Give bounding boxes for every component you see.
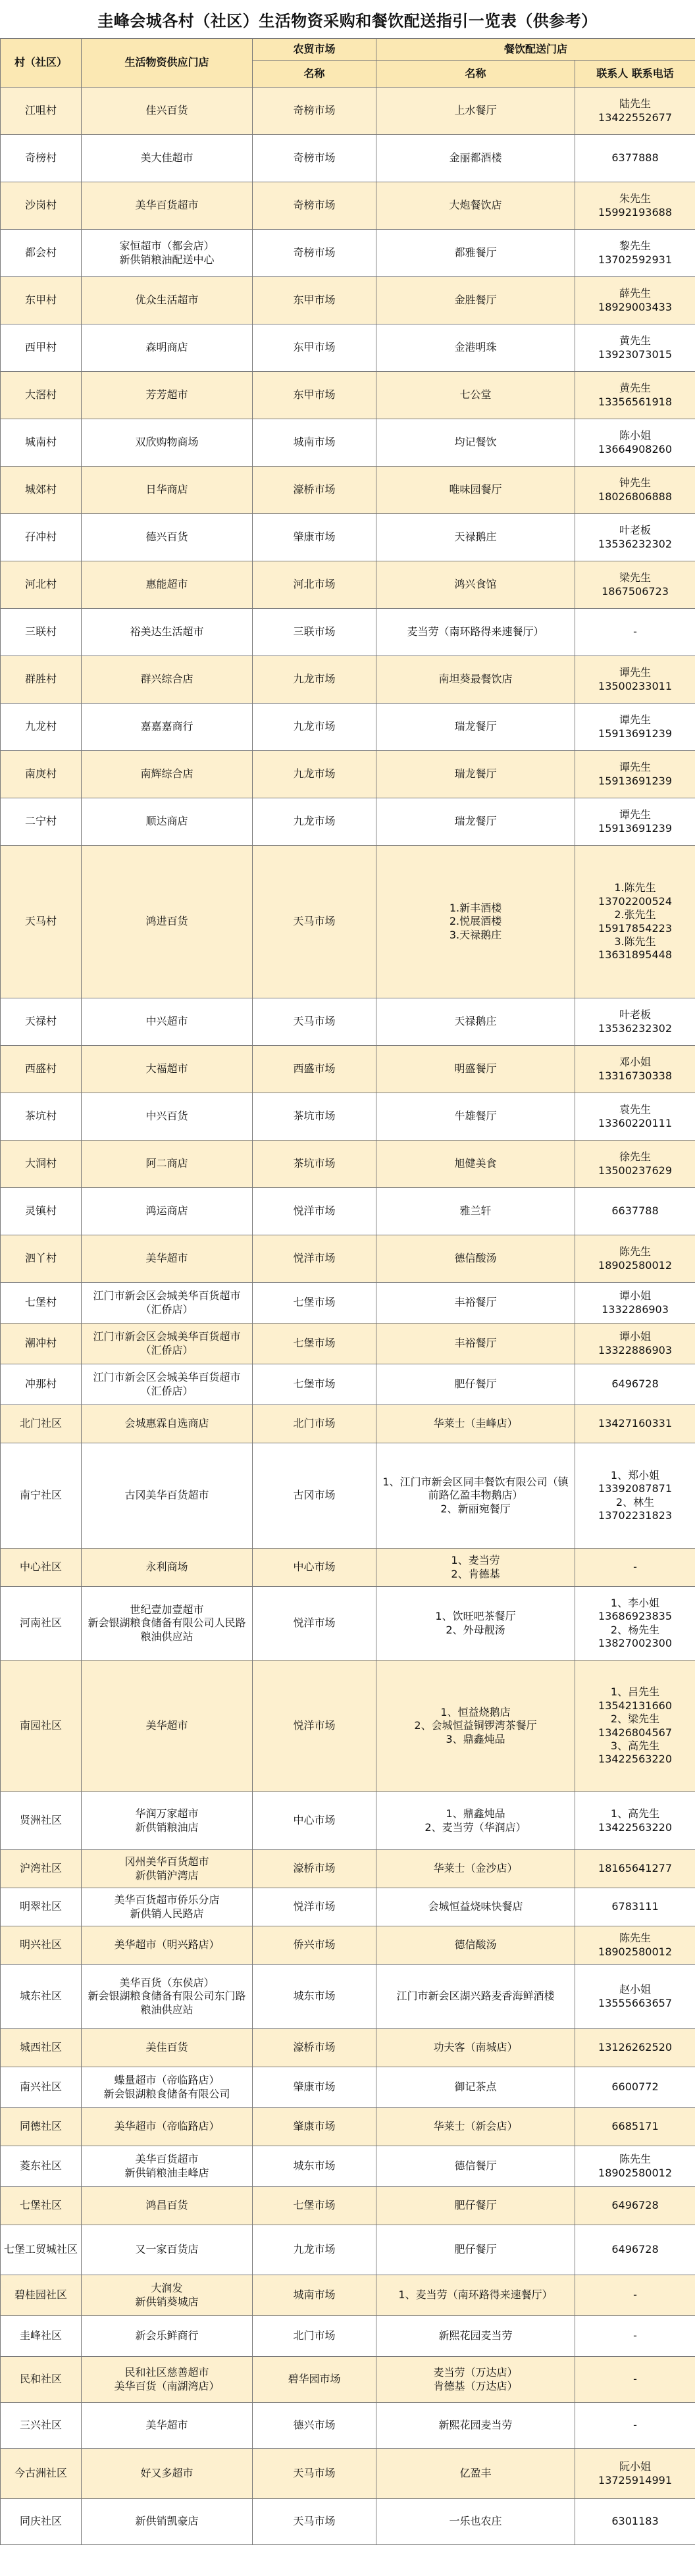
delivery-cell: 七公堂 bbox=[376, 372, 575, 419]
store-cell: 大福超市 bbox=[82, 1046, 253, 1093]
table-row bbox=[1, 1888, 695, 1926]
delivery-cell: 德信酸汤 bbox=[376, 1235, 575, 1283]
village-cell: 天马村 bbox=[1, 846, 82, 998]
village-cell: 中心社区 bbox=[1, 1549, 82, 1587]
market-cell: 古冈市场 bbox=[253, 1443, 376, 1549]
contact-cell: 叶老板 13536232302 bbox=[575, 514, 695, 561]
contact-cell: 钟先生 18026806888 bbox=[575, 467, 695, 514]
store-cell: 永利商场 bbox=[82, 1549, 253, 1587]
table-row bbox=[1, 846, 695, 998]
delivery-cell: 旭健美食 bbox=[376, 1141, 575, 1188]
contact-cell: 黄先生 13923073015 bbox=[575, 324, 695, 372]
store-cell: 民和社区慈善超市 美华百货（南湖湾店） bbox=[82, 2357, 253, 2403]
contact-cell: 1、李小姐 13686923835 2、杨先生 13827002300 bbox=[575, 1587, 695, 1661]
contact-cell: 谭小姐 13322886903 bbox=[575, 1324, 695, 1364]
store-cell: 优众生活超市 bbox=[82, 277, 253, 324]
table-row bbox=[1, 467, 695, 514]
delivery-cell: 亿盈丰 bbox=[376, 2449, 575, 2499]
store-cell: 中兴超市 bbox=[82, 998, 253, 1046]
delivery-cell: 鸿兴食馆 bbox=[376, 561, 575, 609]
contact-cell: 陈小姐 13664908260 bbox=[575, 419, 695, 467]
table-row bbox=[1, 1443, 695, 1549]
delivery-cell: 上水餐厅 bbox=[376, 88, 575, 135]
delivery-cell: 都雅餐厅 bbox=[376, 230, 575, 277]
market-cell: 城南市场 bbox=[253, 419, 376, 467]
contact-cell: 陈先生 18902580012 bbox=[575, 1926, 695, 1965]
table-row bbox=[1, 2225, 695, 2275]
store-cell: 美华超市（帝临路店） bbox=[82, 2108, 253, 2146]
market-cell: 悦洋市场 bbox=[253, 1661, 376, 1792]
table-row bbox=[1, 2146, 695, 2187]
table-row bbox=[1, 1549, 695, 1587]
store-cell: 顺达商店 bbox=[82, 798, 253, 846]
village-cell: 大洞村 bbox=[1, 1141, 82, 1188]
table-row bbox=[1, 1587, 695, 1661]
market-cell: 七堡市场 bbox=[253, 1324, 376, 1364]
village-cell: 贤洲社区 bbox=[1, 1792, 82, 1850]
guide-table bbox=[0, 38, 695, 2545]
contact-cell: 6600772 bbox=[575, 2067, 695, 2108]
store-cell: 江门市新会区会城美华百货超市（汇侨店） bbox=[82, 1324, 253, 1364]
market-cell: 茶坑市场 bbox=[253, 1093, 376, 1141]
market-cell: 濠桥市场 bbox=[253, 2029, 376, 2067]
village-cell: 茶坑村 bbox=[1, 1093, 82, 1141]
store-cell: 惠能超市 bbox=[82, 561, 253, 609]
contact-cell: 6685171 bbox=[575, 2108, 695, 2146]
table-row bbox=[1, 2316, 695, 2357]
market-cell: 七堡市场 bbox=[253, 1364, 376, 1405]
market-cell: 九龙市场 bbox=[253, 656, 376, 704]
store-cell: 江门市新会区会城美华百货超市（汇侨店） bbox=[82, 1364, 253, 1405]
village-cell: 城西社区 bbox=[1, 2029, 82, 2067]
delivery-cell: 肥仔餐厅 bbox=[376, 2187, 575, 2225]
table-row bbox=[1, 2357, 695, 2403]
market-cell: 悦洋市场 bbox=[253, 1587, 376, 1661]
table-row bbox=[1, 998, 695, 1046]
contact-cell: 朱先生 15992193688 bbox=[575, 182, 695, 230]
contact-cell: 黎先生 13702592931 bbox=[575, 230, 695, 277]
market-cell: 城南市场 bbox=[253, 2275, 376, 2316]
village-cell: 潮冲村 bbox=[1, 1324, 82, 1364]
delivery-cell: 新熙花园麦当劳 bbox=[376, 2316, 575, 2357]
store-cell: 中兴百货 bbox=[82, 1093, 253, 1141]
village-cell: 二宁村 bbox=[1, 798, 82, 846]
contact-cell: - bbox=[575, 2316, 695, 2357]
delivery-cell: 功夫客（南城店） bbox=[376, 2029, 575, 2067]
table-row bbox=[1, 324, 695, 372]
market-cell: 悦洋市场 bbox=[253, 1235, 376, 1283]
store-cell: 佳兴百货 bbox=[82, 88, 253, 135]
store-cell: 家恒超市（都会店） 新供销粮油配送中心 bbox=[82, 230, 253, 277]
store-cell: 美华百货（东侯店） 新会银湖粮食储备有限公司东门路粮油供应站 bbox=[82, 1965, 253, 2029]
contact-cell: 1、高先生 13422563220 bbox=[575, 1792, 695, 1850]
market-cell: 北门市场 bbox=[253, 2316, 376, 2357]
delivery-cell: 新熙花园麦当劳 bbox=[376, 2403, 575, 2449]
store-cell: 江门市新会区会城美华百货超市（汇侨店） bbox=[82, 1283, 253, 1324]
table-row bbox=[1, 2108, 695, 2146]
market-cell: 德兴市场 bbox=[253, 2403, 376, 2449]
market-cell: 城东市场 bbox=[253, 1965, 376, 2029]
table-row bbox=[1, 751, 695, 798]
village-cell: 同德社区 bbox=[1, 2108, 82, 2146]
village-cell: 沙岗村 bbox=[1, 182, 82, 230]
contact-cell: 陈先生 18902580012 bbox=[575, 1235, 695, 1283]
contact-cell: 1、吕先生 13542131660 2、梁先生 13426804567 3、高先生 13422563220 bbox=[575, 1661, 695, 1792]
delivery-cell: 华莱士（新会店） bbox=[376, 2108, 575, 2146]
store-cell: 美华超市 bbox=[82, 2403, 253, 2449]
contact-cell: 6637788 bbox=[575, 1188, 695, 1235]
market-cell: 河北市场 bbox=[253, 561, 376, 609]
contact-cell: - bbox=[575, 609, 695, 656]
village-cell: 北门社区 bbox=[1, 1405, 82, 1443]
contact-cell: 13126262520 bbox=[575, 2029, 695, 2067]
contact-cell: 邓小姐 13316730338 bbox=[575, 1046, 695, 1093]
delivery-cell: 华莱士（圭峰店） bbox=[376, 1405, 575, 1443]
table-row bbox=[1, 88, 695, 135]
market-cell: 肇康市场 bbox=[253, 2067, 376, 2108]
store-cell: 美华百货超市 bbox=[82, 182, 253, 230]
delivery-cell: 1、恒益烧鹅店 2、会城恒益铜锣湾茶餐厅 3、鼎鑫炖品 bbox=[376, 1661, 575, 1792]
delivery-cell: 1、江门市新会区同丰餐饮有限公司（镇前路亿盈丰物鹅店） 2、新丽宛餐厅 bbox=[376, 1443, 575, 1549]
market-cell: 七堡市场 bbox=[253, 1283, 376, 1324]
contact-cell: 阮小姐 13725914991 bbox=[575, 2449, 695, 2499]
contact-cell: 6301183 bbox=[575, 2499, 695, 2545]
village-cell: 东甲村 bbox=[1, 277, 82, 324]
table-row bbox=[1, 2067, 695, 2108]
store-cell: 世纪壹加壹超市 新会银湖粮食储备有限公司人民路粮油供应站 bbox=[82, 1587, 253, 1661]
contact-cell: 1、郑小姐 13392087871 2、林生 13702231823 bbox=[575, 1443, 695, 1549]
store-cell: 森明商店 bbox=[82, 324, 253, 372]
village-cell: 七堡村 bbox=[1, 1283, 82, 1324]
delivery-cell: 1、饮旺吧茶餐厅 2、外母靓汤 bbox=[376, 1587, 575, 1661]
village-cell: 民和社区 bbox=[1, 2357, 82, 2403]
table-row bbox=[1, 419, 695, 467]
store-cell: 德兴百货 bbox=[82, 514, 253, 561]
table-row bbox=[1, 1965, 695, 2029]
village-cell: 同庆社区 bbox=[1, 2499, 82, 2545]
table-row bbox=[1, 798, 695, 846]
village-cell: 明兴社区 bbox=[1, 1926, 82, 1965]
contact-cell: 13427160331 bbox=[575, 1405, 695, 1443]
header-delivery-group: 餐饮配送门店 bbox=[376, 39, 695, 61]
delivery-cell: 江门市新会区湖兴路麦香海鲜酒楼 bbox=[376, 1965, 575, 2029]
contact-cell: 梁先生 1867506723 bbox=[575, 561, 695, 609]
market-cell: 西盛市场 bbox=[253, 1046, 376, 1093]
market-cell: 奇榜市场 bbox=[253, 88, 376, 135]
table-row bbox=[1, 230, 695, 277]
village-cell: 碧桂园社区 bbox=[1, 2275, 82, 2316]
village-cell: 都会村 bbox=[1, 230, 82, 277]
contact-cell: 6377888 bbox=[575, 135, 695, 182]
header-supply-store: 生活物资供应门店 bbox=[82, 39, 253, 88]
table-row bbox=[1, 2499, 695, 2545]
delivery-cell: 麦当劳（南环路得来速餐厅） bbox=[376, 609, 575, 656]
delivery-cell: 南坦葵最餐饮店 bbox=[376, 656, 575, 704]
delivery-cell: 华莱士（金沙店） bbox=[376, 1850, 575, 1888]
delivery-cell: 雅兰轩 bbox=[376, 1188, 575, 1235]
table-row bbox=[1, 1093, 695, 1141]
contact-cell: 黄先生 13356561918 bbox=[575, 372, 695, 419]
delivery-cell: 金丽都酒楼 bbox=[376, 135, 575, 182]
market-cell: 东甲市场 bbox=[253, 277, 376, 324]
store-cell: 美华百货超市 新供销粮油圭峰店 bbox=[82, 2146, 253, 2187]
store-cell: 美佳百货 bbox=[82, 2029, 253, 2067]
market-cell: 九龙市场 bbox=[253, 751, 376, 798]
delivery-cell: 丰裕餐厅 bbox=[376, 1324, 575, 1364]
delivery-cell: 瑞龙餐厅 bbox=[376, 751, 575, 798]
store-cell: 好又多超市 bbox=[82, 2449, 253, 2499]
store-cell: 裕美达生活超市 bbox=[82, 609, 253, 656]
delivery-cell: 大炮餐饮店 bbox=[376, 182, 575, 230]
store-cell: 又一家百货店 bbox=[82, 2225, 253, 2275]
delivery-cell: 德信酸汤 bbox=[376, 1926, 575, 1965]
market-cell: 悦洋市场 bbox=[253, 1888, 376, 1926]
table-row bbox=[1, 135, 695, 182]
table-row bbox=[1, 656, 695, 704]
contact-cell: - bbox=[575, 2275, 695, 2316]
delivery-cell: 德信餐厅 bbox=[376, 2146, 575, 2187]
contact-cell: 18165641277 bbox=[575, 1850, 695, 1888]
village-cell: 三联村 bbox=[1, 609, 82, 656]
market-cell: 九龙市场 bbox=[253, 2225, 376, 2275]
delivery-cell: 金港明珠 bbox=[376, 324, 575, 372]
market-cell: 肇康市场 bbox=[253, 514, 376, 561]
contact-cell: - bbox=[575, 2357, 695, 2403]
market-cell: 东甲市场 bbox=[253, 372, 376, 419]
delivery-cell: 瑞龙餐厅 bbox=[376, 704, 575, 751]
market-cell: 悦洋市场 bbox=[253, 1188, 376, 1235]
market-cell: 肇康市场 bbox=[253, 2108, 376, 2146]
market-cell: 濠桥市场 bbox=[253, 1850, 376, 1888]
village-cell: 南园社区 bbox=[1, 1661, 82, 1792]
market-cell: 茶坑市场 bbox=[253, 1141, 376, 1188]
village-cell: 七堡工贸城社区 bbox=[1, 2225, 82, 2275]
market-cell: 天马市场 bbox=[253, 2499, 376, 2545]
contact-cell: 袁先生 13360220111 bbox=[575, 1093, 695, 1141]
village-cell: 南兴社区 bbox=[1, 2067, 82, 2108]
delivery-cell: 1、麦当劳 2、肯德基 bbox=[376, 1549, 575, 1587]
village-cell: 圭峰社区 bbox=[1, 2316, 82, 2357]
delivery-cell: 天禄鹅庄 bbox=[376, 514, 575, 561]
delivery-cell: 御记茶点 bbox=[376, 2067, 575, 2108]
market-cell: 东甲市场 bbox=[253, 324, 376, 372]
table-row bbox=[1, 2029, 695, 2067]
delivery-cell: 金胜餐厅 bbox=[376, 277, 575, 324]
market-cell: 濠桥市场 bbox=[253, 467, 376, 514]
table-row bbox=[1, 1141, 695, 1188]
table-row bbox=[1, 2275, 695, 2316]
table-row bbox=[1, 1364, 695, 1405]
contact-cell: 谭先生 15913691239 bbox=[575, 704, 695, 751]
contact-cell: - bbox=[575, 1549, 695, 1587]
page-title: 圭峰会城各村（社区）生活物资采购和餐饮配送指引一览表（供参考） bbox=[97, 11, 598, 30]
village-cell: 江咀村 bbox=[1, 88, 82, 135]
village-cell: 南宁社区 bbox=[1, 1443, 82, 1549]
delivery-cell: 瑞龙餐厅 bbox=[376, 798, 575, 846]
village-cell: 孖冲村 bbox=[1, 514, 82, 561]
delivery-cell: 1、鼎鑫炖品 2、麦当劳（华润店） bbox=[376, 1792, 575, 1850]
contact-cell: 谭先生 15913691239 bbox=[575, 798, 695, 846]
village-cell: 沪湾社区 bbox=[1, 1850, 82, 1888]
village-cell: 今古洲社区 bbox=[1, 2449, 82, 2499]
header-market-group: 农贸市场 bbox=[253, 39, 376, 61]
table-row bbox=[1, 704, 695, 751]
store-cell: 鸿进百货 bbox=[82, 846, 253, 998]
store-cell: 蝶量超市（帝临路店） 新会银湖粮食储备有限公司 bbox=[82, 2067, 253, 2108]
village-cell: 河南社区 bbox=[1, 1587, 82, 1661]
market-cell: 北门市场 bbox=[253, 1405, 376, 1443]
store-cell: 华润万家超市 新供销粮油店 bbox=[82, 1792, 253, 1850]
village-cell: 泗丫村 bbox=[1, 1235, 82, 1283]
contact-cell: 1.陈先生 13702200524 2.张先生 15917854223 3.陈先生 13631895448 bbox=[575, 846, 695, 998]
store-cell: 冈州美华百货超市 新供销沪湾店 bbox=[82, 1850, 253, 1888]
contact-cell: 叶老板 13536232302 bbox=[575, 998, 695, 1046]
table-row bbox=[1, 2449, 695, 2499]
table-row bbox=[1, 1046, 695, 1093]
delivery-cell: 会城恒益烧味快餐店 bbox=[376, 1888, 575, 1926]
table-row bbox=[1, 1324, 695, 1364]
header-delivery-name: 名称 bbox=[376, 61, 575, 88]
store-cell: 鸿运商店 bbox=[82, 1188, 253, 1235]
contact-cell: 陈先生 18902580012 bbox=[575, 2146, 695, 2187]
village-cell: 河北村 bbox=[1, 561, 82, 609]
store-cell: 新会乐鲜商行 bbox=[82, 2316, 253, 2357]
contact-cell: 陆先生 13422552677 bbox=[575, 88, 695, 135]
market-cell: 奇榜市场 bbox=[253, 182, 376, 230]
store-cell: 嘉嘉嘉商行 bbox=[82, 704, 253, 751]
table-row bbox=[1, 277, 695, 324]
store-cell: 芳芳超市 bbox=[82, 372, 253, 419]
village-cell: 九龙村 bbox=[1, 704, 82, 751]
village-cell: 灵镇村 bbox=[1, 1188, 82, 1235]
delivery-cell: 明盛餐厅 bbox=[376, 1046, 575, 1093]
market-cell: 九龙市场 bbox=[253, 704, 376, 751]
market-cell: 侨兴市场 bbox=[253, 1926, 376, 1965]
header-contact: 联系人 联系电话 bbox=[575, 61, 695, 88]
table-row bbox=[1, 372, 695, 419]
market-cell: 九龙市场 bbox=[253, 798, 376, 846]
village-cell: 城东社区 bbox=[1, 1965, 82, 2029]
market-cell: 碧华园市场 bbox=[253, 2357, 376, 2403]
market-cell: 中心市场 bbox=[253, 1549, 376, 1587]
contact-cell: 6783111 bbox=[575, 1888, 695, 1926]
village-cell: 菱东社区 bbox=[1, 2146, 82, 2187]
market-cell: 城东市场 bbox=[253, 2146, 376, 2187]
store-cell: 古冈美华百货超市 bbox=[82, 1443, 253, 1549]
contact-cell: 薛先生 18929003433 bbox=[575, 277, 695, 324]
header-village: 村（社区） bbox=[1, 39, 82, 88]
store-cell: 美华百货超市侨乐分店 新供销人民路店 bbox=[82, 1888, 253, 1926]
table-row bbox=[1, 182, 695, 230]
market-cell: 天马市场 bbox=[253, 846, 376, 998]
table-row bbox=[1, 561, 695, 609]
market-cell: 三联市场 bbox=[253, 609, 376, 656]
store-cell: 美华超市 bbox=[82, 1235, 253, 1283]
village-cell: 群胜村 bbox=[1, 656, 82, 704]
delivery-cell: 麦当劳（万达店） 肯德基（万达店） bbox=[376, 2357, 575, 2403]
table-row bbox=[1, 1661, 695, 1792]
contact-cell: 谭先生 13500233011 bbox=[575, 656, 695, 704]
market-cell: 天马市场 bbox=[253, 2449, 376, 2499]
contact-cell: 6496728 bbox=[575, 2225, 695, 2275]
table-row bbox=[1, 2187, 695, 2225]
table-row bbox=[1, 1283, 695, 1324]
store-cell: 美大佳超市 bbox=[82, 135, 253, 182]
store-cell: 会城惠霖自选商店 bbox=[82, 1405, 253, 1443]
store-cell: 美华超市（明兴路店） bbox=[82, 1926, 253, 1965]
market-cell: 奇榜市场 bbox=[253, 230, 376, 277]
delivery-cell: 肥仔餐厅 bbox=[376, 2225, 575, 2275]
village-cell: 天禄村 bbox=[1, 998, 82, 1046]
store-cell: 鸿昌百货 bbox=[82, 2187, 253, 2225]
market-cell: 天马市场 bbox=[253, 998, 376, 1046]
table-row bbox=[1, 1926, 695, 1965]
store-cell: 大润发 新供销葵城店 bbox=[82, 2275, 253, 2316]
contact-cell: 6496728 bbox=[575, 1364, 695, 1405]
store-cell: 阿二商店 bbox=[82, 1141, 253, 1188]
table-row bbox=[1, 1188, 695, 1235]
village-cell: 西盛村 bbox=[1, 1046, 82, 1093]
store-cell: 美华超市 bbox=[82, 1661, 253, 1792]
delivery-cell: 天禄鹅庄 bbox=[376, 998, 575, 1046]
contact-cell: 谭先生 15913691239 bbox=[575, 751, 695, 798]
table-body bbox=[1, 88, 695, 2545]
contact-cell: 谭小姐 1332286903 bbox=[575, 1283, 695, 1324]
delivery-cell: 1、麦当劳（南环路得来速餐厅） bbox=[376, 2275, 575, 2316]
delivery-cell: 1.新丰酒楼 2.悦展酒楼 3.天禄鹅庄 bbox=[376, 846, 575, 998]
store-cell: 双欣购物商场 bbox=[82, 419, 253, 467]
table-row bbox=[1, 1850, 695, 1888]
store-cell: 新供销凯豪店 bbox=[82, 2499, 253, 2545]
table-row bbox=[1, 609, 695, 656]
market-cell: 奇榜市场 bbox=[253, 135, 376, 182]
village-cell: 三兴社区 bbox=[1, 2403, 82, 2449]
delivery-cell: 丰裕餐厅 bbox=[376, 1283, 575, 1324]
contact-cell: 赵小姐 13555663657 bbox=[575, 1965, 695, 2029]
village-cell: 奇榜村 bbox=[1, 135, 82, 182]
header-market-name: 名称 bbox=[253, 61, 376, 88]
delivery-cell: 一乐也农庄 bbox=[376, 2499, 575, 2545]
village-cell: 城郊村 bbox=[1, 467, 82, 514]
delivery-cell: 牛雄餐厅 bbox=[376, 1093, 575, 1141]
delivery-cell: 均记餐饮 bbox=[376, 419, 575, 467]
table-row bbox=[1, 1235, 695, 1283]
market-cell: 中心市场 bbox=[253, 1792, 376, 1850]
table-row bbox=[1, 514, 695, 561]
market-cell: 七堡市场 bbox=[253, 2187, 376, 2225]
village-cell: 七堡社区 bbox=[1, 2187, 82, 2225]
table-row bbox=[1, 1405, 695, 1443]
delivery-cell: 肥仔餐厅 bbox=[376, 1364, 575, 1405]
village-cell: 大滘村 bbox=[1, 372, 82, 419]
contact-cell: 徐先生 13500237629 bbox=[575, 1141, 695, 1188]
store-cell: 群兴综合店 bbox=[82, 656, 253, 704]
village-cell: 南庚村 bbox=[1, 751, 82, 798]
contact-cell: 6496728 bbox=[575, 2187, 695, 2225]
table-row bbox=[1, 2403, 695, 2449]
store-cell: 日华商店 bbox=[82, 467, 253, 514]
table-row bbox=[1, 1792, 695, 1850]
delivery-cell: 唯味园餐厅 bbox=[376, 467, 575, 514]
contact-cell: - bbox=[575, 2403, 695, 2449]
village-cell: 明翠社区 bbox=[1, 1888, 82, 1926]
village-cell: 冲那村 bbox=[1, 1364, 82, 1405]
village-cell: 西甲村 bbox=[1, 324, 82, 372]
village-cell: 城南村 bbox=[1, 419, 82, 467]
store-cell: 南辉综合店 bbox=[82, 751, 253, 798]
